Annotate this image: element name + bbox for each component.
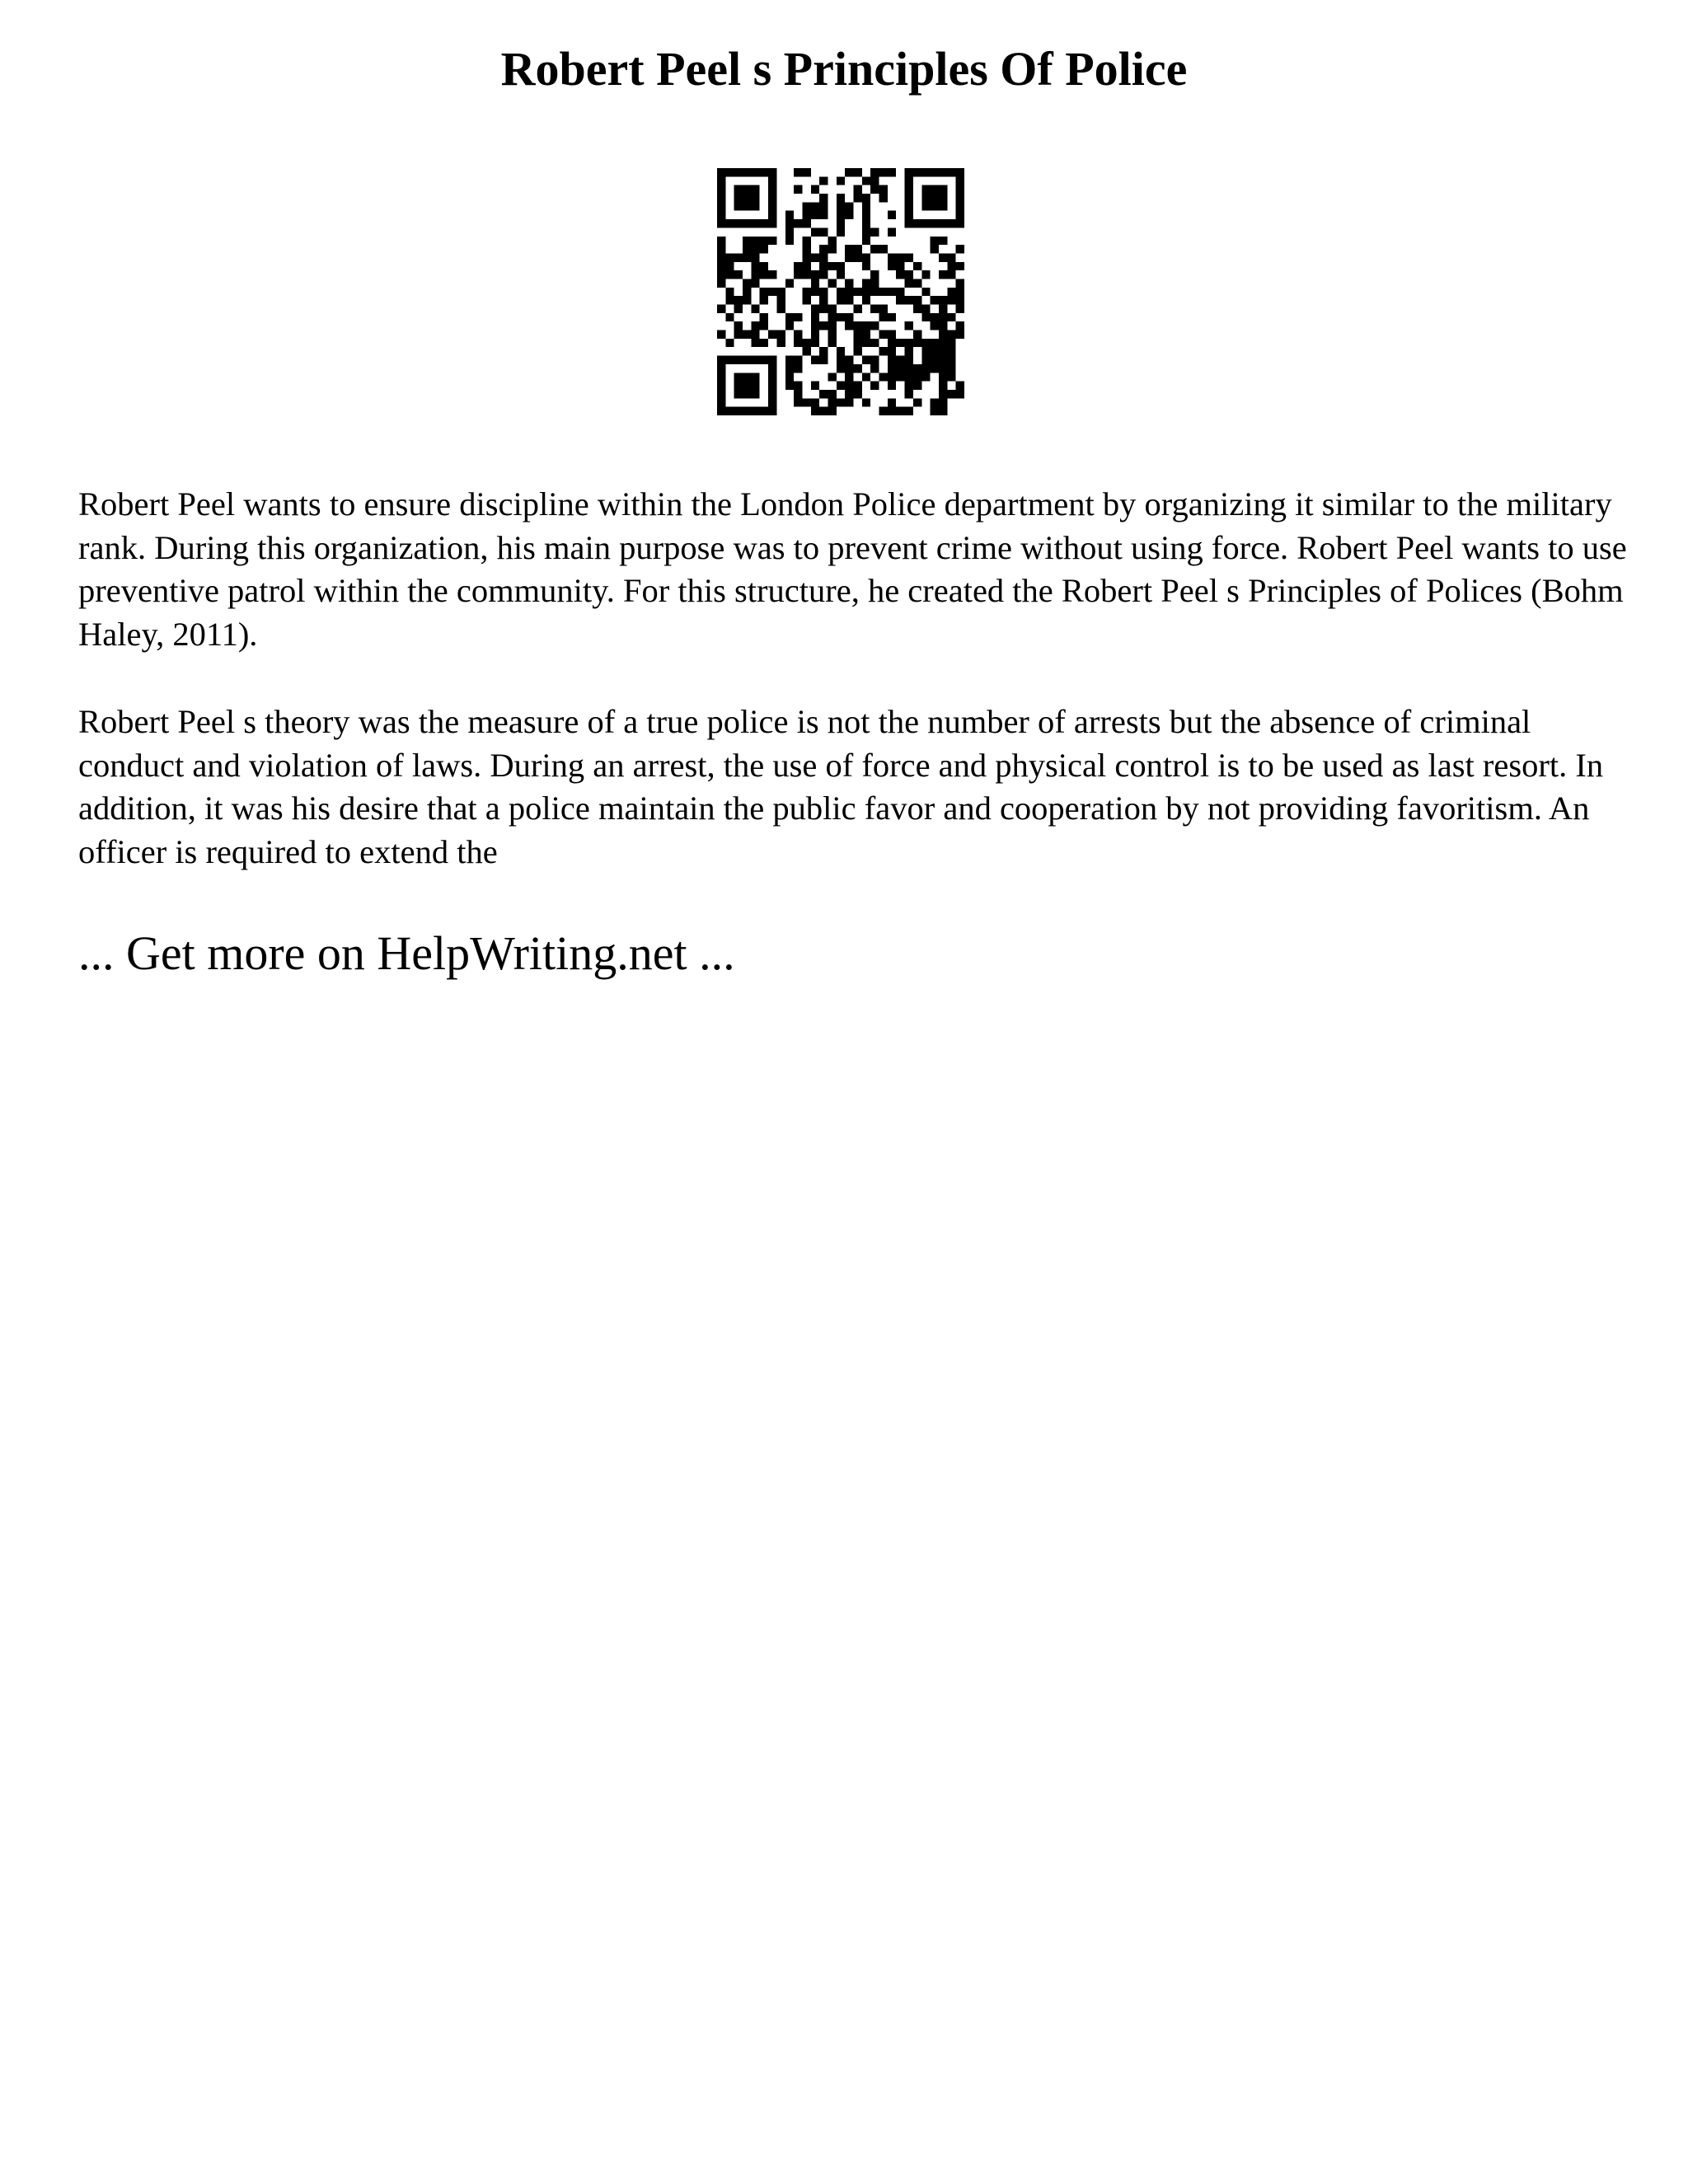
get-more-link[interactable]: ... Get more on HelpWriting.net ... [78, 926, 735, 980]
document-title: Robert Peel s Principles Of Police [500, 42, 1188, 96]
qr-code-icon [717, 168, 964, 415]
body-paragraph: Robert Peel s theory was the measure of a true police is not the number of arrests but the absence of criminal conduct and violation of laws. During an arrest, the use of force and physical control is to be used as last resort. In addition, it was his desire that a police maintain the public favor and cooperation by not providing favoritism. An officer is required to extend the [78, 703, 1604, 870]
body-paragraph: Robert Peel wants to ensure discipline within the London Police department by organizing it similar to the military rank. During this organization, his main purpose was to prevent crime without using force. Robert Peel wants to use preventive patrol within the community. For this structure, he created the Robert Peel s Principles of Polices (Bohm Haley, 2011). [78, 485, 1627, 653]
